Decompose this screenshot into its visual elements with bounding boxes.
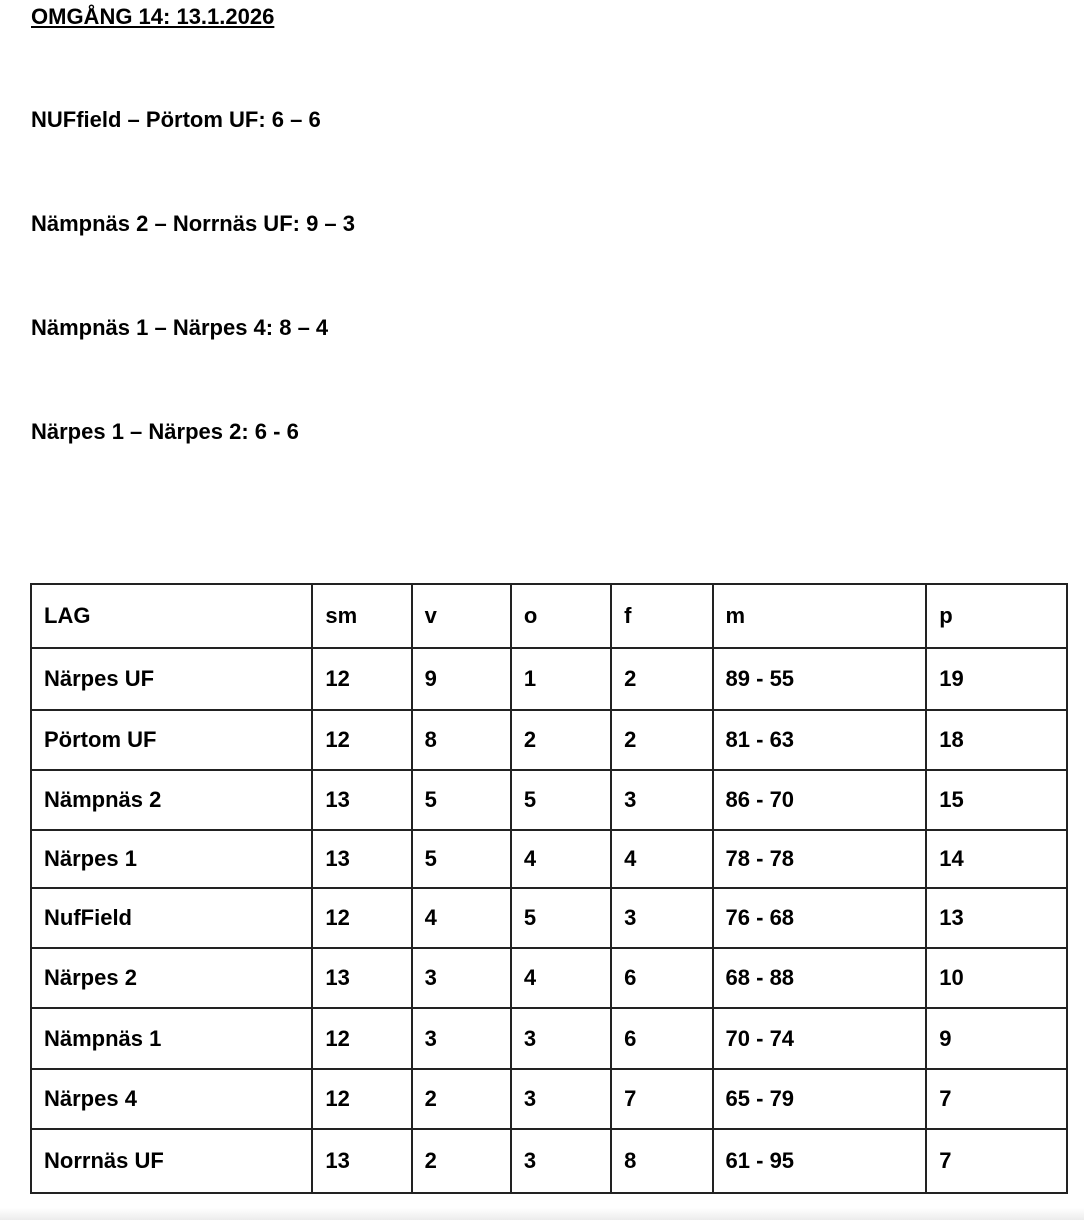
cell-m: 68 - 88 [713,948,927,1008]
cell-m: 81 - 63 [713,710,927,770]
cell-lag: Norrnäs UF [31,1129,312,1193]
cell-f: 8 [611,1129,712,1193]
cell-p: 7 [926,1069,1067,1129]
cell-p: 13 [926,888,1067,948]
cell-sm: 13 [312,1129,411,1193]
cell-lag: Nämpnäs 1 [31,1008,312,1069]
table-row [31,1008,1067,1069]
cell-o: 3 [511,1069,611,1129]
table-row [31,710,1067,770]
cell-sm: 12 [312,1069,411,1129]
cell-v: 3 [412,948,511,1008]
cell-sm: 13 [312,948,411,1008]
cell-o: 1 [511,648,611,710]
cell-o: 4 [511,948,611,1008]
cell-m: 65 - 79 [713,1069,927,1129]
cell-p: 15 [926,770,1067,830]
match-result: Närpes 1 – Närpes 2: 6 - 6 [31,419,299,444]
cell-f: 6 [611,948,712,1008]
header-o: o [511,584,611,648]
cell-sm: 12 [312,1008,411,1069]
cell-f: 2 [611,648,712,710]
header-p: p [926,584,1067,648]
cell-lag: Närpes 2 [31,948,312,1008]
page-bottom-edge [0,1208,1084,1220]
cell-v: 3 [412,1008,511,1069]
match-result: Nämpnäs 2 – Norrnäs UF: 9 – 3 [31,211,356,236]
table-row [31,648,1067,710]
table-header-row [31,584,1067,648]
cell-m: 89 - 55 [713,648,927,710]
header-v: v [412,584,511,648]
cell-f: 2 [611,710,712,770]
cell-o: 2 [511,710,611,770]
cell-p: 19 [926,648,1067,710]
cell-p: 7 [926,1129,1067,1193]
cell-m: 86 - 70 [713,770,927,830]
cell-p: 10 [926,948,1067,1008]
cell-o: 3 [511,1008,611,1069]
standings-table [30,583,1068,1194]
cell-p: 9 [926,1008,1067,1069]
cell-sm: 12 [312,648,411,710]
cell-m: 76 - 68 [713,888,927,948]
cell-o: 5 [511,888,611,948]
table-row [31,888,1067,948]
cell-v: 2 [412,1129,511,1193]
cell-lag: Närpes UF [31,648,312,710]
cell-f: 7 [611,1069,712,1129]
table-row [31,948,1067,1008]
cell-f: 4 [611,830,712,888]
cell-sm: 12 [312,710,411,770]
cell-lag: Närpes 1 [31,830,312,888]
round-heading: OMGÅNG 14: 13.1.2026 [31,4,275,29]
cell-lag: Nämpnäs 2 [31,770,312,830]
header-lag: LAG [31,584,312,648]
cell-v: 4 [412,888,511,948]
cell-sm: 13 [312,770,411,830]
table-row [31,770,1067,830]
match-result: Nämpnäs 1 – Närpes 4: 8 – 4 [31,315,329,340]
cell-lag: NufField [31,888,312,948]
table-row [31,1129,1067,1193]
cell-f: 3 [611,770,712,830]
cell-m: 78 - 78 [713,830,927,888]
cell-v: 9 [412,648,511,710]
cell-sm: 12 [312,888,411,948]
cell-v: 5 [412,830,511,888]
cell-f: 6 [611,1008,712,1069]
cell-o: 5 [511,770,611,830]
table-row [31,830,1067,888]
header-sm: sm [312,584,411,648]
table-row [31,1069,1067,1129]
match-result: NUFfield – Pörtom UF: 6 – 6 [31,107,321,132]
cell-sm: 13 [312,830,411,888]
cell-v: 2 [412,1069,511,1129]
header-f: f [611,584,712,648]
cell-v: 8 [412,710,511,770]
cell-f: 3 [611,888,712,948]
cell-m: 61 - 95 [713,1129,927,1193]
cell-p: 14 [926,830,1067,888]
cell-lag: Närpes 4 [31,1069,312,1129]
cell-m: 70 - 74 [713,1008,927,1069]
cell-lag: Pörtom UF [31,710,312,770]
cell-o: 4 [511,830,611,888]
cell-v: 5 [412,770,511,830]
header-m: m [713,584,927,648]
cell-p: 18 [926,710,1067,770]
cell-o: 3 [511,1129,611,1193]
